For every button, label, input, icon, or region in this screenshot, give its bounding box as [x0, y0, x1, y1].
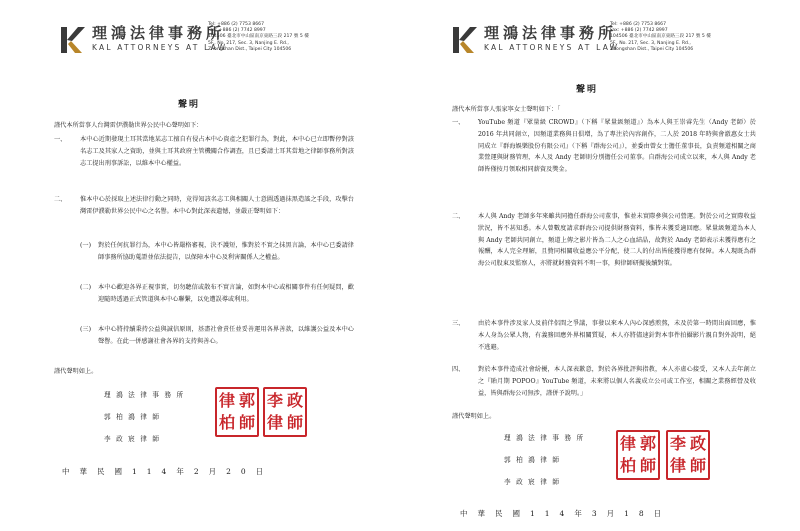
statement-item-1	[452, 117, 756, 176]
item-text: 本人與 Andy 老師多年來雖共同擔任群海公司董事，惟並未實際參與公司營運。對於公司之實際收益狀況，皆不甚知悉。本人曾數度請求群海公司提供財務資料，惟皆未獲妥適回應。眾量級頻道為本人與 Andy 老師共同創立，頻道上傳之影片皆為二人之心血結晶，故對於 Andy 老師表示未獲得應有之報酬，本人完全理解，且贊同相關收益應公平分配，使二人的付出皆能獲得應有保障。本人現既為群海公司股東及監察人，亦將就財務資料不明一事，與律師研擬後續對策。	[478, 213, 756, 268]
seal-character: 李	[669, 434, 686, 453]
firm-name-en: KAL ATTORNEYS AT LAW	[484, 43, 620, 52]
item-label: 二、	[54, 196, 67, 203]
subitem-label: (一)	[80, 242, 92, 249]
address-en-2: Zhongshan Dist., Taipei City 104506	[610, 46, 694, 52]
fax-line: Fax: +886 (2) 7742 8997	[610, 28, 668, 34]
item-text: 本中心近期發現土耳其當地某志工擅自有侵占本中心資產之犯罪行為，對此，本中心已立即暫停對該名志工及其家人之資助，並與土耳其政府主管機關合作調查，且已委請土耳其當地之律師事務所對該志工提出刑事訴訟，以維本中心權益。	[80, 136, 354, 167]
seal-character: 師	[286, 413, 303, 432]
firm-logo-icon	[450, 24, 480, 56]
subitem-label: (三)	[80, 326, 92, 333]
seal-character: 律	[619, 434, 636, 453]
item-label: 四、	[452, 366, 465, 373]
seal-character: 師	[689, 456, 706, 475]
signature-firm: 理鴻法律事務所	[104, 391, 189, 399]
statement-item-3	[452, 318, 756, 353]
firm-name-cn: 理鴻法律事務所	[92, 24, 226, 42]
seal-character: 律	[669, 456, 686, 475]
fax-line: Fax: +886 (2) 7742 8997	[208, 28, 266, 34]
address-cn: 104506 臺北市中山區南京東路三段 217 號 5 樓	[610, 34, 711, 40]
closing-line: 謹代聲明如上。	[54, 368, 98, 375]
signature-lawyer-1: 郭柏鴻律師	[504, 456, 565, 464]
lawyer-seal-1	[215, 387, 259, 437]
statement-item-2	[54, 194, 354, 218]
statement-page-right	[400, 0, 800, 531]
letterhead	[400, 20, 800, 68]
subitem-text: 本中心歡迎各界正視事實，切勿聽信或散布不實言論，如對本中心或相關事件有任何疑問，歡迎隨時透過正式管道與本中心聯繫，以免遭誤導或利用。	[98, 284, 354, 303]
address-en-2: Zhongshan Dist., Taipei City 104506	[208, 46, 292, 52]
firm-name-cn: 理鴻法律事務所	[484, 24, 618, 42]
closing-line: 謹代聲明如上。	[452, 413, 496, 420]
seal-character: 師	[639, 456, 656, 475]
address-en-1: 5F., No. 217, Sec. 3, Nanjing E. Rd.,	[610, 40, 691, 46]
tel-line: Tel: +886 (2) 7753 8667	[208, 22, 265, 27]
lawyer-seal-2	[666, 430, 710, 480]
statement-item-2	[452, 211, 756, 270]
tel-line: Tel: +886 (2) 7753 8667	[610, 22, 667, 27]
signature-lawyer-2: 李政宸律師	[104, 435, 165, 443]
firm-name-en: KAL ATTORNEYS AT LAW	[92, 43, 228, 52]
item-text: 由於本事件涉及家人及前伴侶間之爭議，事發以來本人內心深感煎熬，未及於第一時間出面回應，惟本人身為公眾人物，有義務回應外界相關質疑，本人亦將儘速針對本事件拍攝影片親自對外說明，絕不逃避。	[478, 320, 756, 351]
item-text: YouTube 頻道『眾量級 CROWD』（下稱『眾量級頻道』）為本人與王崇睿先生（Andy 老師）於 2016 年共同創立，因頻道業務與日俱增，為了專注於內容創作，二人於 2018 年時與會澈惠女士共同成立『群海娛樂股份有限公司』（下稱『群海公司』），並委由曾女士擔任董事長，負責頻道相關之商業營運與財務管理，本人及 Andy 老師則分別擔任公司董事。自群海公司成立以來，本人與 Andy 老師皆僅按月領取相同薪資及獎金。	[478, 119, 756, 174]
opening-line: 謹代本所當事人台灣雷伊濮勒世界公民中心聲明如下：	[54, 122, 203, 129]
seal-character: 政	[689, 434, 706, 453]
letterhead	[0, 20, 400, 68]
signature-firm: 理鴻法律事務所	[504, 434, 589, 442]
page-title: 聲明	[576, 85, 599, 95]
address-en-1: 5F., No. 217, Sec. 3, Nanjing E. Rd.,	[208, 40, 289, 46]
lawyer-seal-1	[616, 430, 660, 480]
contact-info	[610, 22, 711, 53]
opening-line: 謹代本所當事人張家寧女士聲明如下：「	[452, 106, 561, 113]
statement-date: 中華民國114年2月20日	[62, 467, 274, 476]
subitem-text: 對於任何抗罪行為，本中心皆嚴格審視，決不護短，惟對於不實之抹黑言論，本中心已委請律師事務所協助蒐證並依法提告，以保障本中心及利害關係人之權益。	[98, 242, 354, 261]
item-label: 二、	[452, 213, 465, 220]
statement-subitem-1	[80, 240, 354, 264]
signature-lawyer-2: 李政宸律師	[504, 478, 565, 486]
seal-character: 柏	[218, 413, 235, 432]
page-title: 聲明	[178, 100, 201, 110]
item-label: 一、	[452, 119, 465, 126]
seal-character: 師	[238, 413, 255, 432]
statement-item-1	[54, 134, 354, 169]
statement-date: 中華民國114年3月18日	[460, 509, 672, 518]
signature-lawyer-1: 郭柏鴻律師	[104, 413, 165, 421]
item-text: 惟本中心於採取上述法律行動之同時，竟得知該名志工與相關人士意圖透過抹黑造謠之手段，攻擊台灣雷伊濮勒世界公民中心之名譽。本中心對此深表遺憾，並嚴正聲明如下：	[80, 196, 354, 215]
seal-character: 柏	[619, 456, 636, 475]
seal-character: 郭	[238, 391, 255, 410]
statement-item-4	[452, 364, 756, 399]
seal-character: 律	[218, 391, 235, 410]
item-label: 三、	[452, 320, 465, 327]
address-cn: 104506 臺北市中山區南京東路三段 217 號 5 樓	[208, 34, 309, 40]
statement-subitem-3	[80, 324, 354, 348]
contact-info	[208, 22, 309, 53]
item-text: 對於本事件造成社會紛擾，本人深表歉意，對於各界批評與指教，本人亦虛心接受，又本人去年創立之『貽月期 POPOO』YouTube 頻道，未來將以個人名義成立公司或工作室，相關之業務經營及收益，皆與群海公司無涉，謹併予說明。」	[478, 366, 756, 397]
subitem-text: 本中心將持續秉持公益與誠信原則，基盡社會責任並妥善運用各界善款，以維護公益及本中心聲譽。在此一併感謝社會各界的支持與善心。	[98, 326, 354, 345]
subitem-label: (二)	[80, 284, 92, 291]
seal-character: 政	[286, 391, 303, 410]
seal-character: 律	[266, 413, 283, 432]
firm-logo-icon	[58, 24, 88, 56]
item-label: 一、	[54, 136, 67, 143]
seal-character: 李	[266, 391, 283, 410]
statement-subitem-2	[80, 282, 354, 306]
seal-character: 郭	[639, 434, 656, 453]
lawyer-seal-2	[263, 387, 307, 437]
